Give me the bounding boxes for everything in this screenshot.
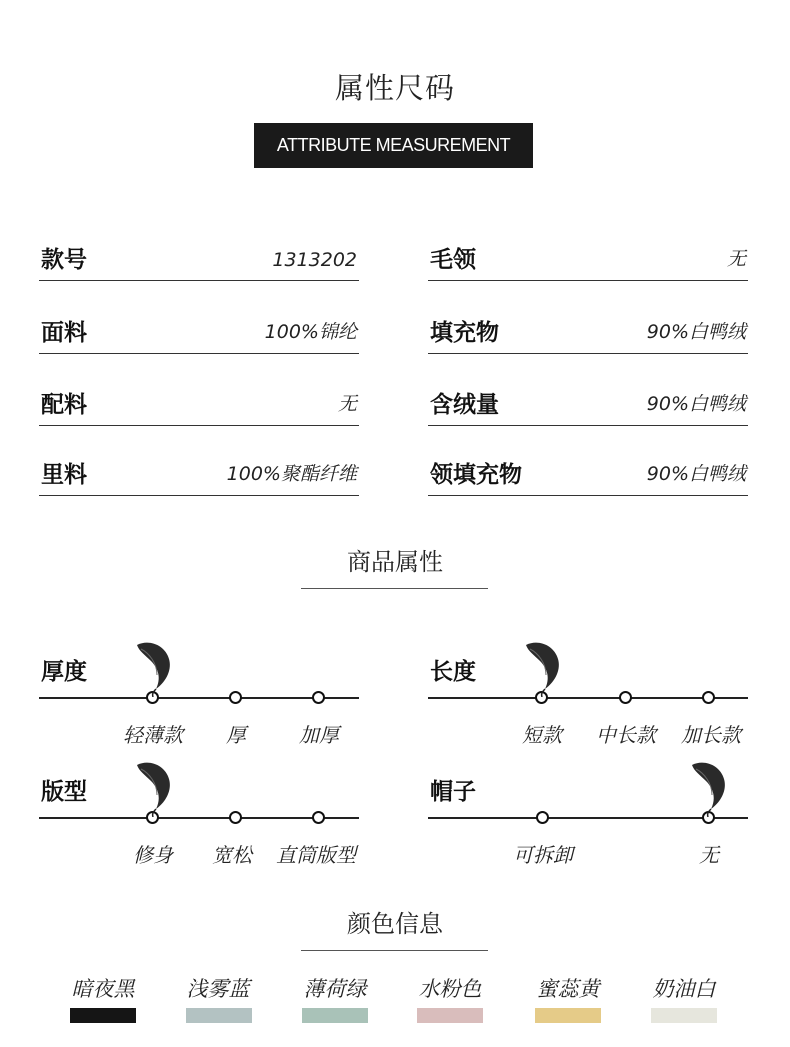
scale-option: 修身: [133, 843, 173, 867]
color-name: 浅雾蓝: [186, 977, 250, 1001]
section-title-product: 商品属性: [347, 548, 443, 576]
scale-option: 短款: [522, 723, 562, 747]
scale-option: 可拆卸: [513, 843, 573, 867]
color-swatch[interactable]: [417, 1008, 483, 1023]
color-name: 暗夜黑: [71, 977, 135, 1001]
scale-track: [428, 817, 748, 819]
attribute-row: [428, 453, 748, 496]
feather-icon: [131, 759, 177, 817]
scale-option: 加长款: [681, 723, 741, 747]
scale-option: 无: [699, 843, 719, 867]
scale-dot[interactable]: [312, 691, 325, 704]
scale-dot[interactable]: [702, 691, 715, 704]
scale-option: 厚: [226, 723, 246, 747]
scale-option: 加厚: [299, 723, 339, 747]
color-swatch[interactable]: [186, 1008, 252, 1023]
attribute-key: 款号: [41, 247, 87, 273]
attribute-row: [39, 238, 359, 281]
scale-dot[interactable]: [619, 691, 632, 704]
section-divider: [301, 950, 488, 951]
attribute-value: 无: [337, 393, 357, 415]
scale-label: 版型: [41, 779, 87, 805]
title-badge: ATTRIBUTE MEASUREMENT: [254, 123, 533, 168]
scale-length: [428, 641, 748, 751]
scale-dot[interactable]: [312, 811, 325, 824]
scale-option: 轻薄款: [123, 723, 183, 747]
scale-hood: [428, 761, 748, 871]
scale-label: 长度: [430, 659, 476, 685]
attribute-value: 90%白鸭绒: [646, 463, 746, 485]
attribute-value: 90%白鸭绒: [646, 321, 746, 343]
color-swatch[interactable]: [535, 1008, 601, 1023]
attribute-row: [39, 311, 359, 354]
attribute-key: 填充物: [430, 320, 499, 346]
attribute-value: 无: [726, 248, 746, 270]
scale-option: 中长款: [596, 723, 656, 747]
attribute-row: [39, 383, 359, 426]
attribute-value: 100%聚酯纤维: [226, 463, 357, 485]
attribute-row: [428, 311, 748, 354]
attribute-key: 里料: [41, 462, 87, 488]
color-swatch[interactable]: [70, 1008, 136, 1023]
scale-track: [428, 697, 748, 699]
scale-option: 宽松: [212, 843, 252, 867]
section-divider: [301, 588, 488, 589]
feather-icon: [520, 639, 566, 697]
scale-label: 厚度: [41, 659, 87, 685]
attribute-key: 毛领: [430, 247, 476, 273]
attribute-key: 领填充物: [430, 462, 522, 488]
attribute-row: [428, 383, 748, 426]
scale-label: 帽子: [430, 779, 476, 805]
attribute-value: 1313202: [272, 249, 357, 271]
scale-option: 直筒版型: [276, 843, 356, 867]
feather-icon: [131, 639, 177, 697]
attribute-key: 含绒量: [430, 392, 499, 418]
color-swatch[interactable]: [302, 1008, 368, 1023]
scale-dot[interactable]: [229, 691, 242, 704]
page-title: 属性尺码: [334, 71, 455, 105]
attribute-row: [39, 453, 359, 496]
scale-dot[interactable]: [229, 811, 242, 824]
color-name: 水粉色: [418, 977, 482, 1001]
feather-icon: [686, 759, 732, 817]
attribute-row: [428, 238, 748, 281]
attribute-key: 配料: [41, 392, 87, 418]
scale-thickness: [39, 641, 359, 751]
color-swatch[interactable]: [651, 1008, 717, 1023]
color-name: 薄荷绿: [303, 977, 367, 1001]
color-name: 奶油白: [652, 977, 716, 1001]
attribute-value: 100%锦纶: [264, 321, 357, 343]
attribute-value: 90%白鸭绒: [646, 393, 746, 415]
scale-track: [39, 697, 359, 699]
color-name: 蜜蕊黄: [536, 977, 600, 1001]
scale-fit: [39, 761, 359, 871]
attribute-key: 面料: [41, 320, 87, 346]
scale-dot[interactable]: [536, 811, 549, 824]
scale-track: [39, 817, 359, 819]
section-title-color: 颜色信息: [347, 910, 443, 938]
